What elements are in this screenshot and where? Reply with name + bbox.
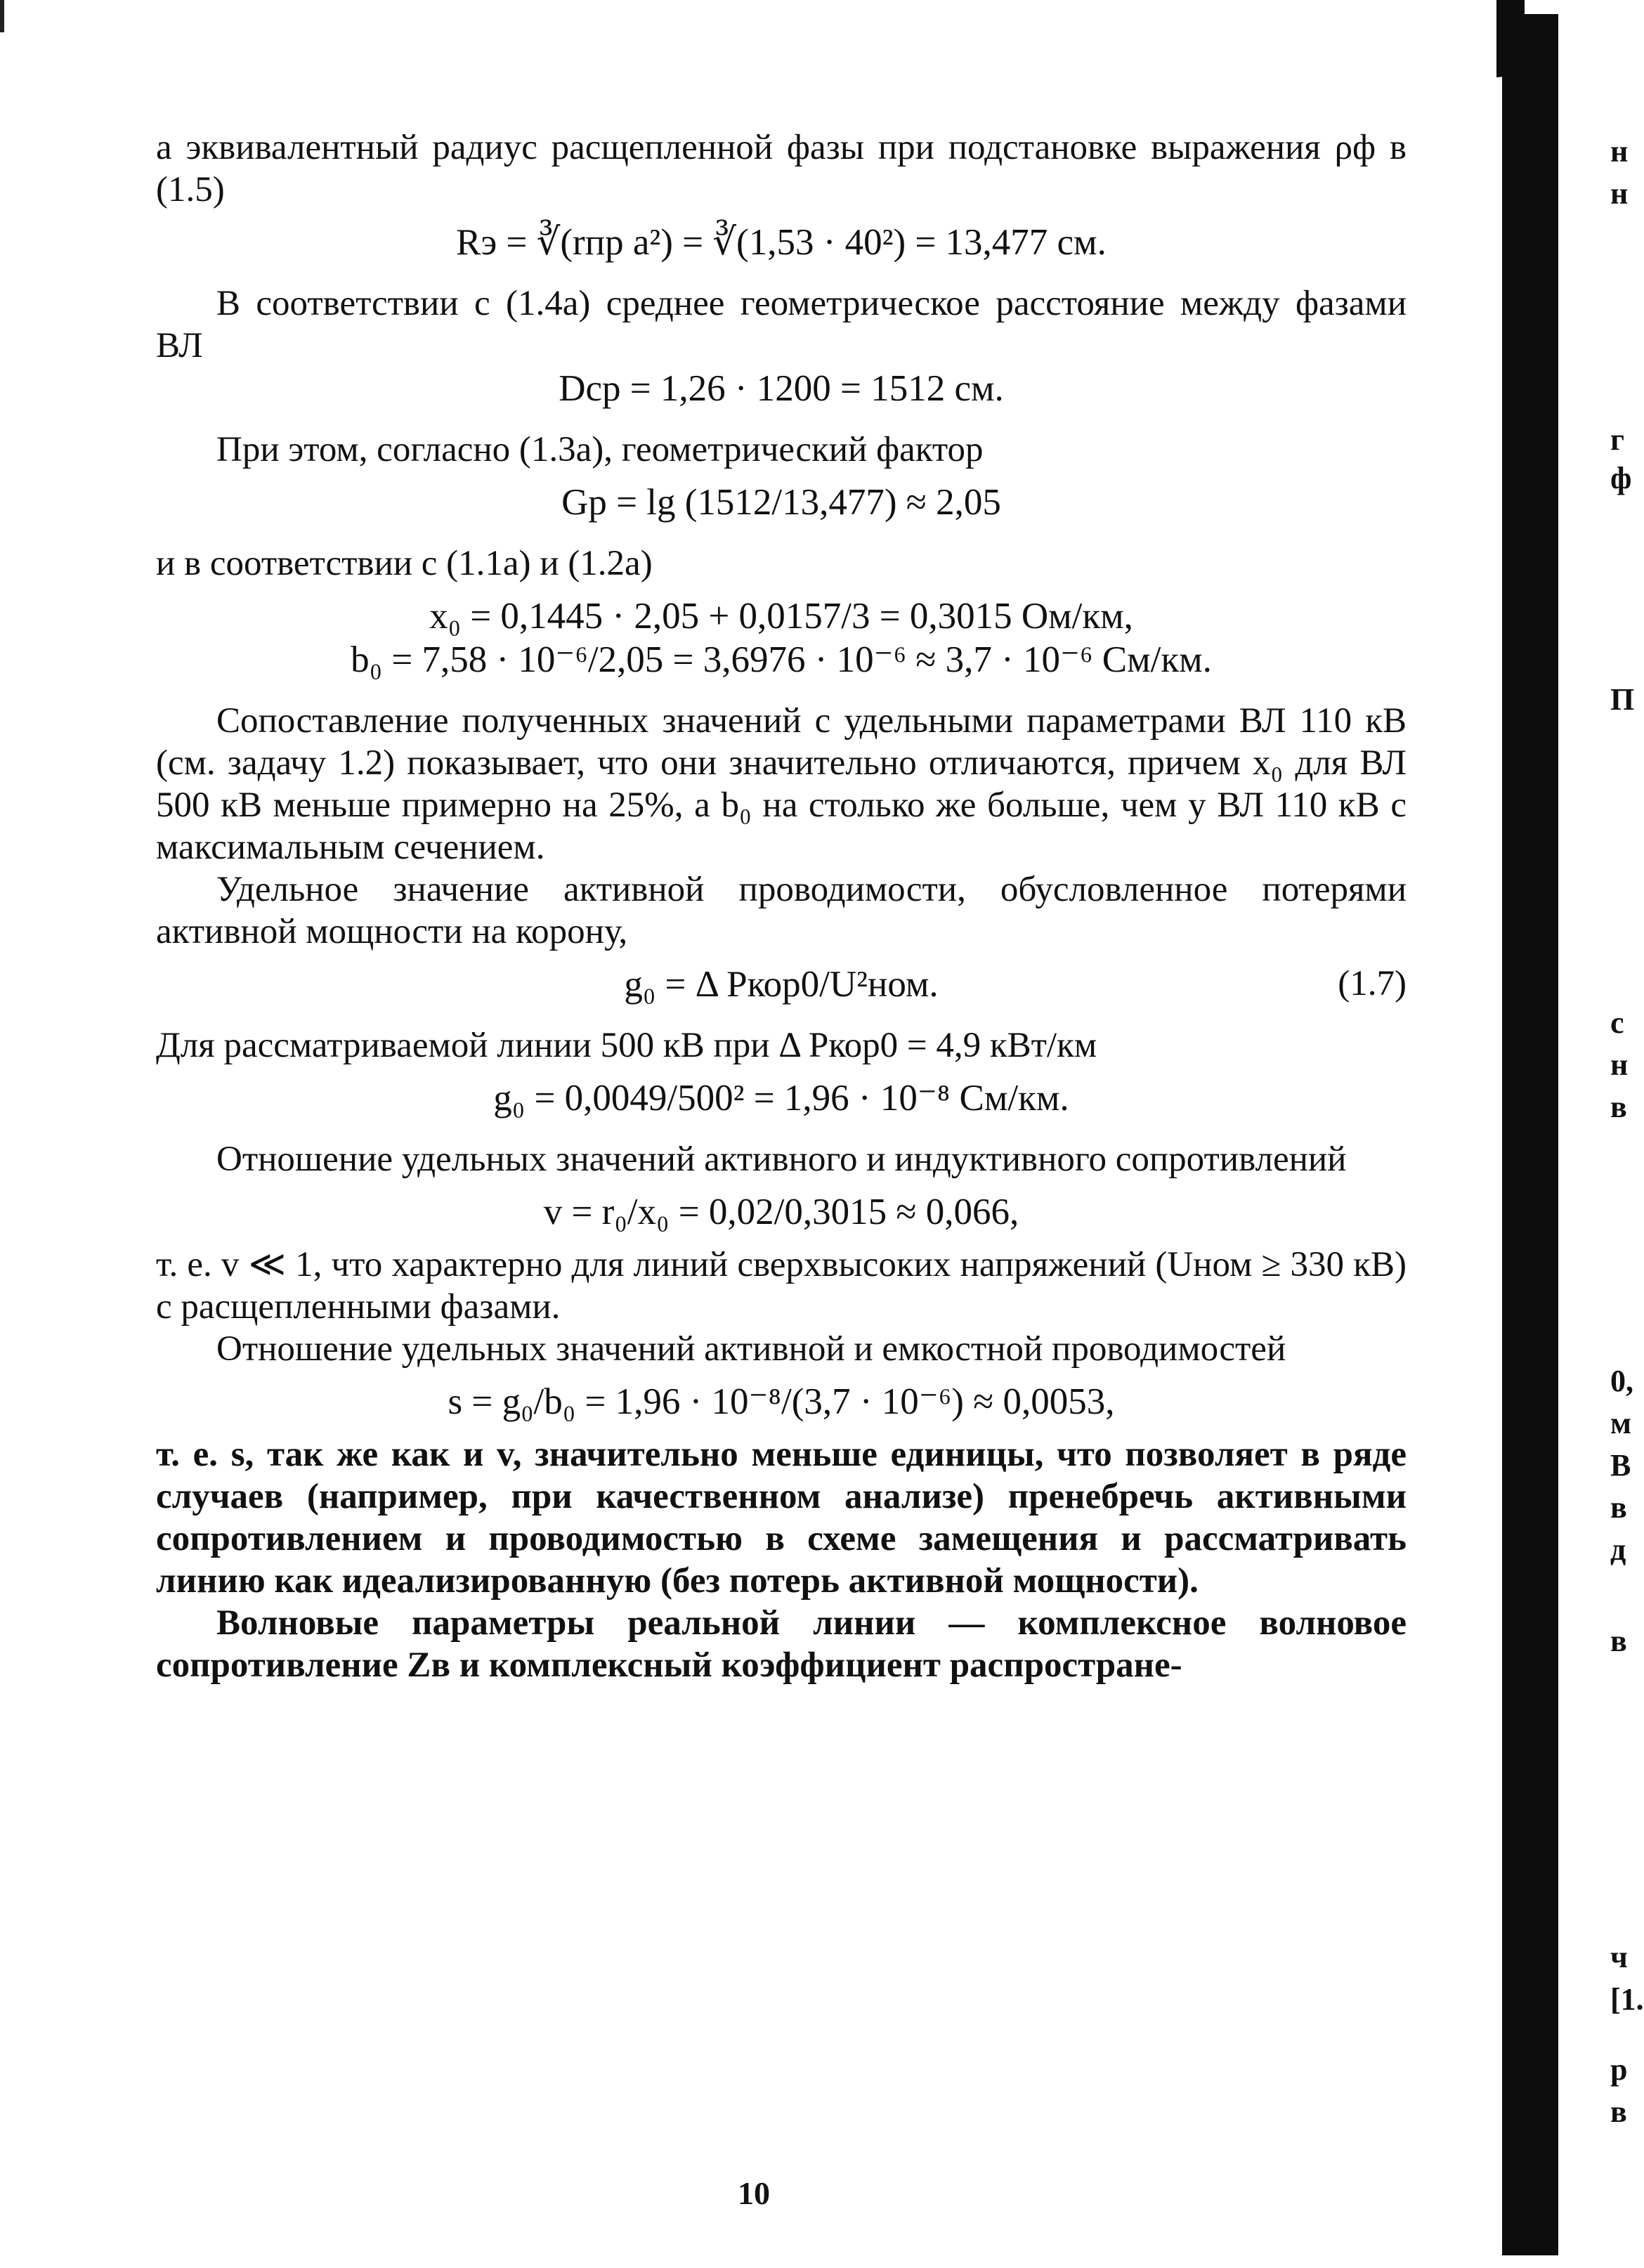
formula-g0-value: g₀ = 0,0049/500² = 1,96 · 10⁻⁸ См/км. bbox=[493, 1078, 1069, 1119]
formula-b0: b₀ = 7,58 · 10⁻⁶/2,05 = 3,6976 · 10⁻⁶ ≈ 3,7 · 10⁻⁶ См/км. bbox=[351, 639, 1212, 680]
next-page-fragment: ч bbox=[1610, 1940, 1628, 1974]
formula-x0: x₀ = 0,1445 · 2,05 + 0,0157/3 = 0,3015 Ом/км, bbox=[429, 596, 1133, 637]
next-page-fragment: в bbox=[1610, 2094, 1627, 2129]
next-page-fragment: в bbox=[1610, 1624, 1627, 1658]
next-page-fragment: н bbox=[1610, 176, 1629, 211]
formula-mean-distance: Dср = 1,26 · 1200 = 1512 см. bbox=[559, 368, 1004, 409]
book-spine-shadow bbox=[1502, 14, 1558, 2255]
formula-equivalent-radius: Rэ = ∛(rпр a²) = ∛(1,53 · 40²) = 13,477 см. bbox=[456, 222, 1107, 263]
formula-v-ratio: v = r₀/x₀ = 0,02/0,3015 ≈ 0,066, bbox=[543, 1192, 1019, 1232]
paragraph: т. е. s, так же как и v, значительно меньше единицы, что позволяет в ряде случаев (например, при качественном анализе) пренебречь активными сопротивлением и проводимостью в схеме замещения и рассматривать линию как идеализированную (без потерь активной мощности). bbox=[156, 1435, 1407, 1601]
next-page-fragment: д bbox=[1610, 1532, 1626, 1567]
formula-s-ratio: s = g₀/b₀ = 1,96 · 10⁻⁸/(3,7 · 10⁻⁶) ≈ 0,0053, bbox=[448, 1381, 1115, 1422]
paragraph: Сопоставление полученных значений с удельными параметрами ВЛ 110 кВ (см. задачу 1.2) показывает, что они значительно отличаются, причем x₀ для ВЛ 500 кВ меньше примерно на 25%, а b₀ на столько же больше, чем у ВЛ 110 кВ с максимальным сечением. bbox=[156, 701, 1407, 867]
next-page-fragment: с bbox=[1610, 1005, 1624, 1040]
paragraph: В соответствии с (1.4а) среднее геометрическое расстояние между фазами ВЛ bbox=[156, 284, 1407, 365]
next-page-fragment: г bbox=[1610, 422, 1624, 457]
next-page-fragment: в bbox=[1610, 1090, 1627, 1124]
paragraph: и в соответствии с (1.1а) и (1.2а) bbox=[156, 544, 653, 583]
formula-geometric-factor: Gр = lg (1512/13,477) ≈ 2,05 bbox=[561, 482, 1001, 523]
equation-number: (1.7) bbox=[1338, 964, 1407, 1003]
paragraph: Отношение удельных значений активной и емкостной проводимостей bbox=[216, 1329, 1286, 1369]
paragraph: Для рассматриваемой линии 500 кВ при Δ Pкор0 = 4,9 кВт/км bbox=[156, 1026, 1097, 1065]
paragraph: Удельное значение активной проводимости, обусловленное потерями активной мощности на корону, bbox=[156, 870, 1407, 951]
scan-artifact bbox=[0, 0, 4, 32]
next-page-fragment: н bbox=[1610, 1048, 1629, 1082]
page-body bbox=[156, 126, 1407, 1686]
paragraph: Отношение удельных значений активного и индуктивного сопротивлений bbox=[216, 1140, 1347, 1179]
next-page-fragment: ф bbox=[1610, 461, 1632, 495]
next-page-fragment: 0, bbox=[1610, 1364, 1633, 1398]
next-page-fragment: м bbox=[1610, 1406, 1631, 1440]
paragraph: Волновые параметры реальной линии — комплексное волновое сопротивление Zв и комплексный коэффициент распростране- bbox=[156, 1603, 1407, 1685]
next-page-fragment: [1. bbox=[1610, 1982, 1644, 2016]
next-page-fragment: в bbox=[1610, 1490, 1627, 1525]
next-page-fragment: р bbox=[1610, 2052, 1628, 2087]
next-page-fragment: П bbox=[1610, 682, 1635, 717]
formula-g0-definition: g₀ = Δ Pкор0/U²ном. bbox=[624, 964, 939, 1005]
paragraph: т. е. v ≪ 1, что характерно для линий сверхвысоких напряжений (Uном ≥ 330 кВ) с расщепленными фазами. bbox=[156, 1245, 1407, 1327]
page-number: 10 bbox=[738, 2175, 770, 2211]
paragraph: При этом, согласно (1.3а), геометрический фактор bbox=[216, 430, 984, 469]
next-page-fragment: н bbox=[1610, 134, 1629, 169]
paragraph: а эквивалентный радиус расщепленной фазы при подстановке выражения ρф в (1.5) bbox=[156, 128, 1407, 209]
next-page-fragment: В bbox=[1610, 1448, 1631, 1482]
